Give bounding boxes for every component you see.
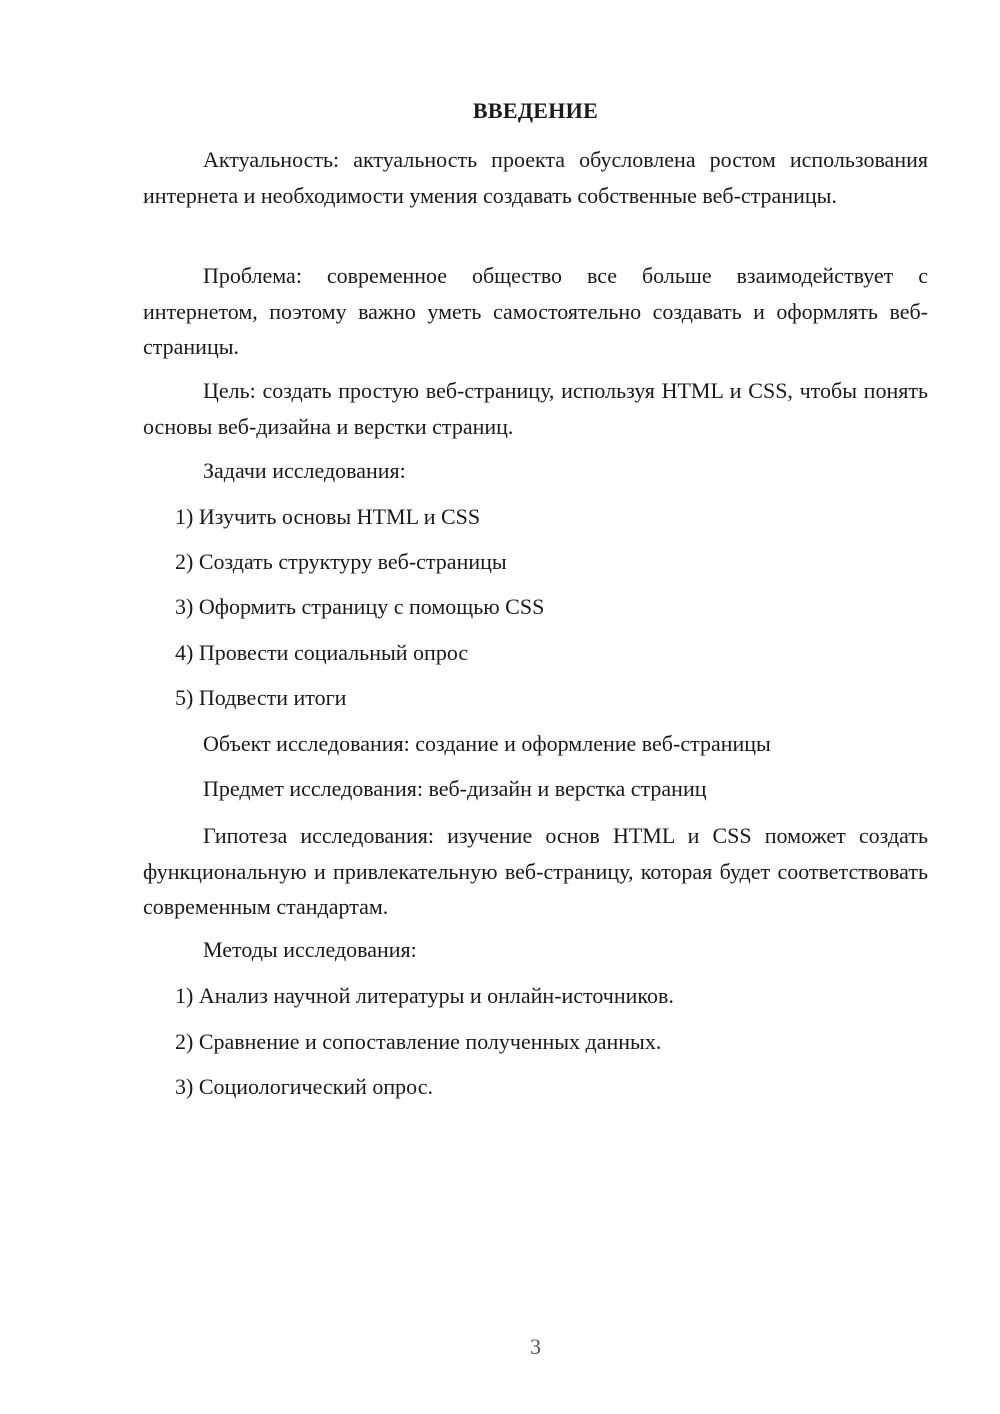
problem-paragraph: Проблема: современное общество все больше взаимодействует с интернетом, поэтому важно уметь самостоятельно создавать и оформлять веб-страницы.	[143, 263, 928, 359]
task-item: 1) Изучить основы HTML и CSS	[175, 504, 481, 529]
relevance-paragraph: Актуальность: актуальность проекта обусловлена ростом использования интернета и необходимости умения создавать собственные веб-страницы.	[143, 147, 928, 208]
methods-heading: Методы исследования:	[203, 937, 417, 962]
document-page	[143, 0, 928, 1414]
tasks-heading: Задачи исследования:	[203, 458, 406, 483]
method-item: 3) Социологический опрос.	[175, 1074, 433, 1099]
goal-paragraph: Цель: создать простую веб-страницу, используя HTML и CSS, чтобы понять основы веб-дизайна и верстки страниц.	[143, 378, 928, 439]
research-subject: Предмет исследования: веб-дизайн и верстка страниц	[203, 776, 707, 801]
section-title: ВВЕДЕНИЕ	[472, 98, 599, 123]
task-item: 4) Провести социальный опрос	[175, 640, 469, 665]
task-item: 3) Оформить страницу с помощью CSS	[175, 594, 545, 619]
method-item: 2) Сравнение и сопоставление полученных данных.	[175, 1029, 662, 1054]
task-item: 5) Подвести итоги	[175, 685, 347, 710]
research-object: Объект исследования: создание и оформление веб-страницы	[203, 731, 771, 756]
task-item: 2) Создать структуру веб-страницы	[175, 549, 507, 574]
method-item: 1) Анализ научной литературы и онлайн-источников.	[175, 983, 674, 1008]
hypothesis-paragraph: Гипотеза исследования: изучение основ HTML и CSS поможет создать функциональную и привлекательную веб-страницу, которая будет соответствовать современным стандартам.	[143, 823, 928, 919]
page-number: 3	[530, 1334, 541, 1359]
